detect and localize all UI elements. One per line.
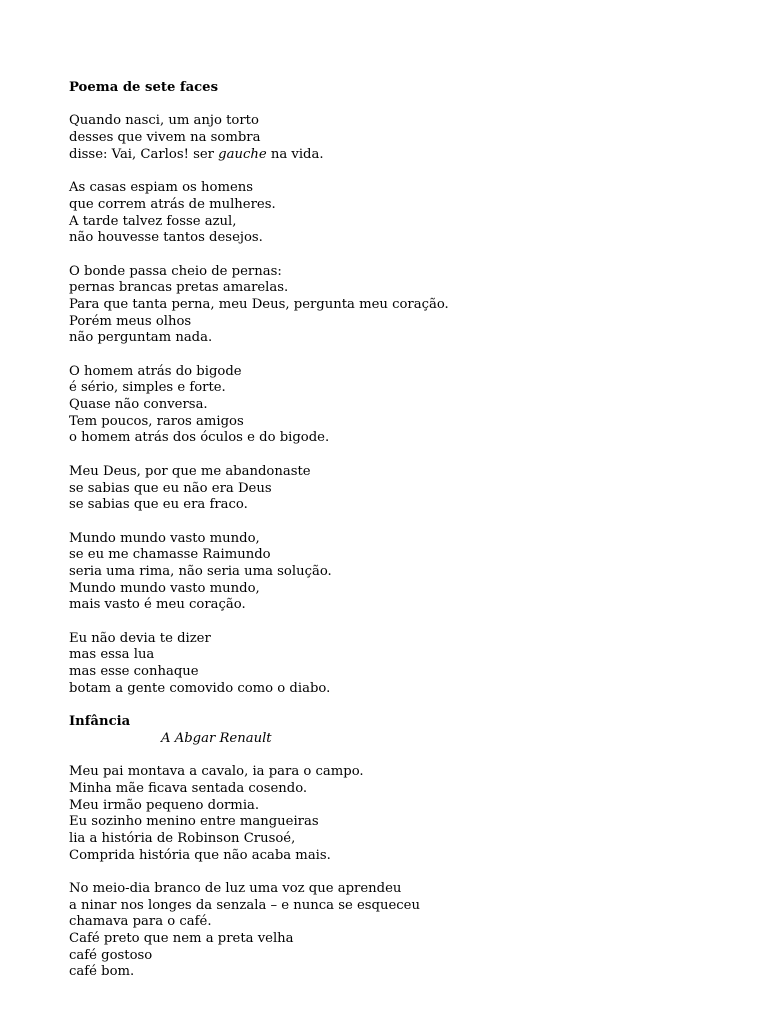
spacer (69, 97, 729, 114)
stanza (69, 464, 729, 514)
stanza (69, 180, 729, 247)
verse-line: chamava para o café. (69, 914, 212, 930)
stanza (69, 764, 729, 864)
verse-line: café bom. (69, 964, 135, 980)
verse-line: mais vasto é meu coração. (69, 597, 246, 613)
stanza (69, 881, 729, 981)
verse-line: Eu sozinho menino entre mangueiras (69, 814, 319, 830)
verse-line (69, 147, 729, 164)
verse-line: mas essa lua (69, 647, 155, 663)
stanza (69, 364, 729, 447)
verse-line: o homem atrás dos óculos e do bigode. (69, 430, 330, 446)
verse-line: que correm atrás de mulheres. (69, 196, 276, 212)
verse-line: Mundo mundo vasto mundo, (69, 580, 260, 596)
verse-line: Quando nasci, um anjo torto (69, 113, 259, 129)
verse-line: Meu Deus, por que me abandonaste (69, 463, 311, 479)
verse-text: disse: Vai, Carlos! ser (69, 146, 219, 162)
verse-text: na vida. (266, 146, 324, 162)
verse-line: Minha mãe ficava sentada cosendo. (69, 780, 308, 796)
verse-line: Quase não conversa. (69, 397, 208, 413)
verse-line: não houvesse tantos desejos. (69, 230, 263, 246)
verse-line: A tarde talvez fosse azul, (69, 213, 237, 229)
verse-line: é sério, simples e forte. (69, 380, 226, 396)
stanza (69, 631, 729, 698)
poem-title: Poema de sete faces (69, 80, 218, 95)
verse-line: a ninar nos longes da senzala – e nunca se esqueceu (69, 897, 420, 913)
verse-line: Meu irmão pequeno dormia. (69, 797, 260, 813)
verse-line: Café preto que nem a preta velha (69, 931, 294, 947)
verse-line: seria uma rima, não seria uma solução. (69, 563, 332, 579)
dedication-block (69, 731, 729, 748)
verse-line: pernas brancas pretas amarelas. (69, 280, 289, 296)
verse-line: lia a história de Robinson Crusoé, (69, 830, 296, 846)
verse-line: Para que tanta perna, meu Deus, pergunta meu coração. (69, 296, 449, 312)
verse-line: se sabias que eu não era Deus (69, 480, 272, 496)
italic-word: gauche (218, 146, 267, 162)
verse-line: O homem atrás do bigode (69, 363, 242, 379)
verse-line: Comprida história que não acaba mais. (69, 847, 331, 863)
verse-line: Porém meus olhos (69, 313, 192, 329)
verse-line: botam a gente comovido como o diabo. (69, 680, 331, 696)
dedication: A Abgar Renault (161, 730, 272, 746)
verse-line: se sabias que eu era fraco. (69, 497, 248, 513)
stanza (69, 264, 729, 347)
verse-line: Meu pai montava a cavalo, ia para o campo. (69, 764, 364, 780)
verse-line: Eu não devia te dizer (69, 630, 211, 646)
verse-line: Mundo mundo vasto mundo, (69, 530, 260, 546)
verse-line: mas esse conhaque (69, 664, 199, 680)
stanza (69, 113, 729, 163)
verse-line: não perguntam nada. (69, 330, 213, 346)
verse-line: se eu me chamasse Raimundo (69, 547, 271, 563)
verse-line: desses que vivem na sombra (69, 130, 261, 146)
verse-line: café gostoso (69, 947, 153, 963)
poem-title: Infância (69, 714, 131, 730)
document-page (69, 80, 729, 998)
verse-line: As casas espiam os homens (69, 180, 254, 196)
verse-line: O bonde passa cheio de pernas: (69, 263, 282, 279)
stanza (69, 531, 729, 614)
verse-line: No meio-dia branco de luz uma voz que aprendeu (69, 881, 402, 896)
verse-line: Tem poucos, raros amigos (69, 413, 244, 429)
